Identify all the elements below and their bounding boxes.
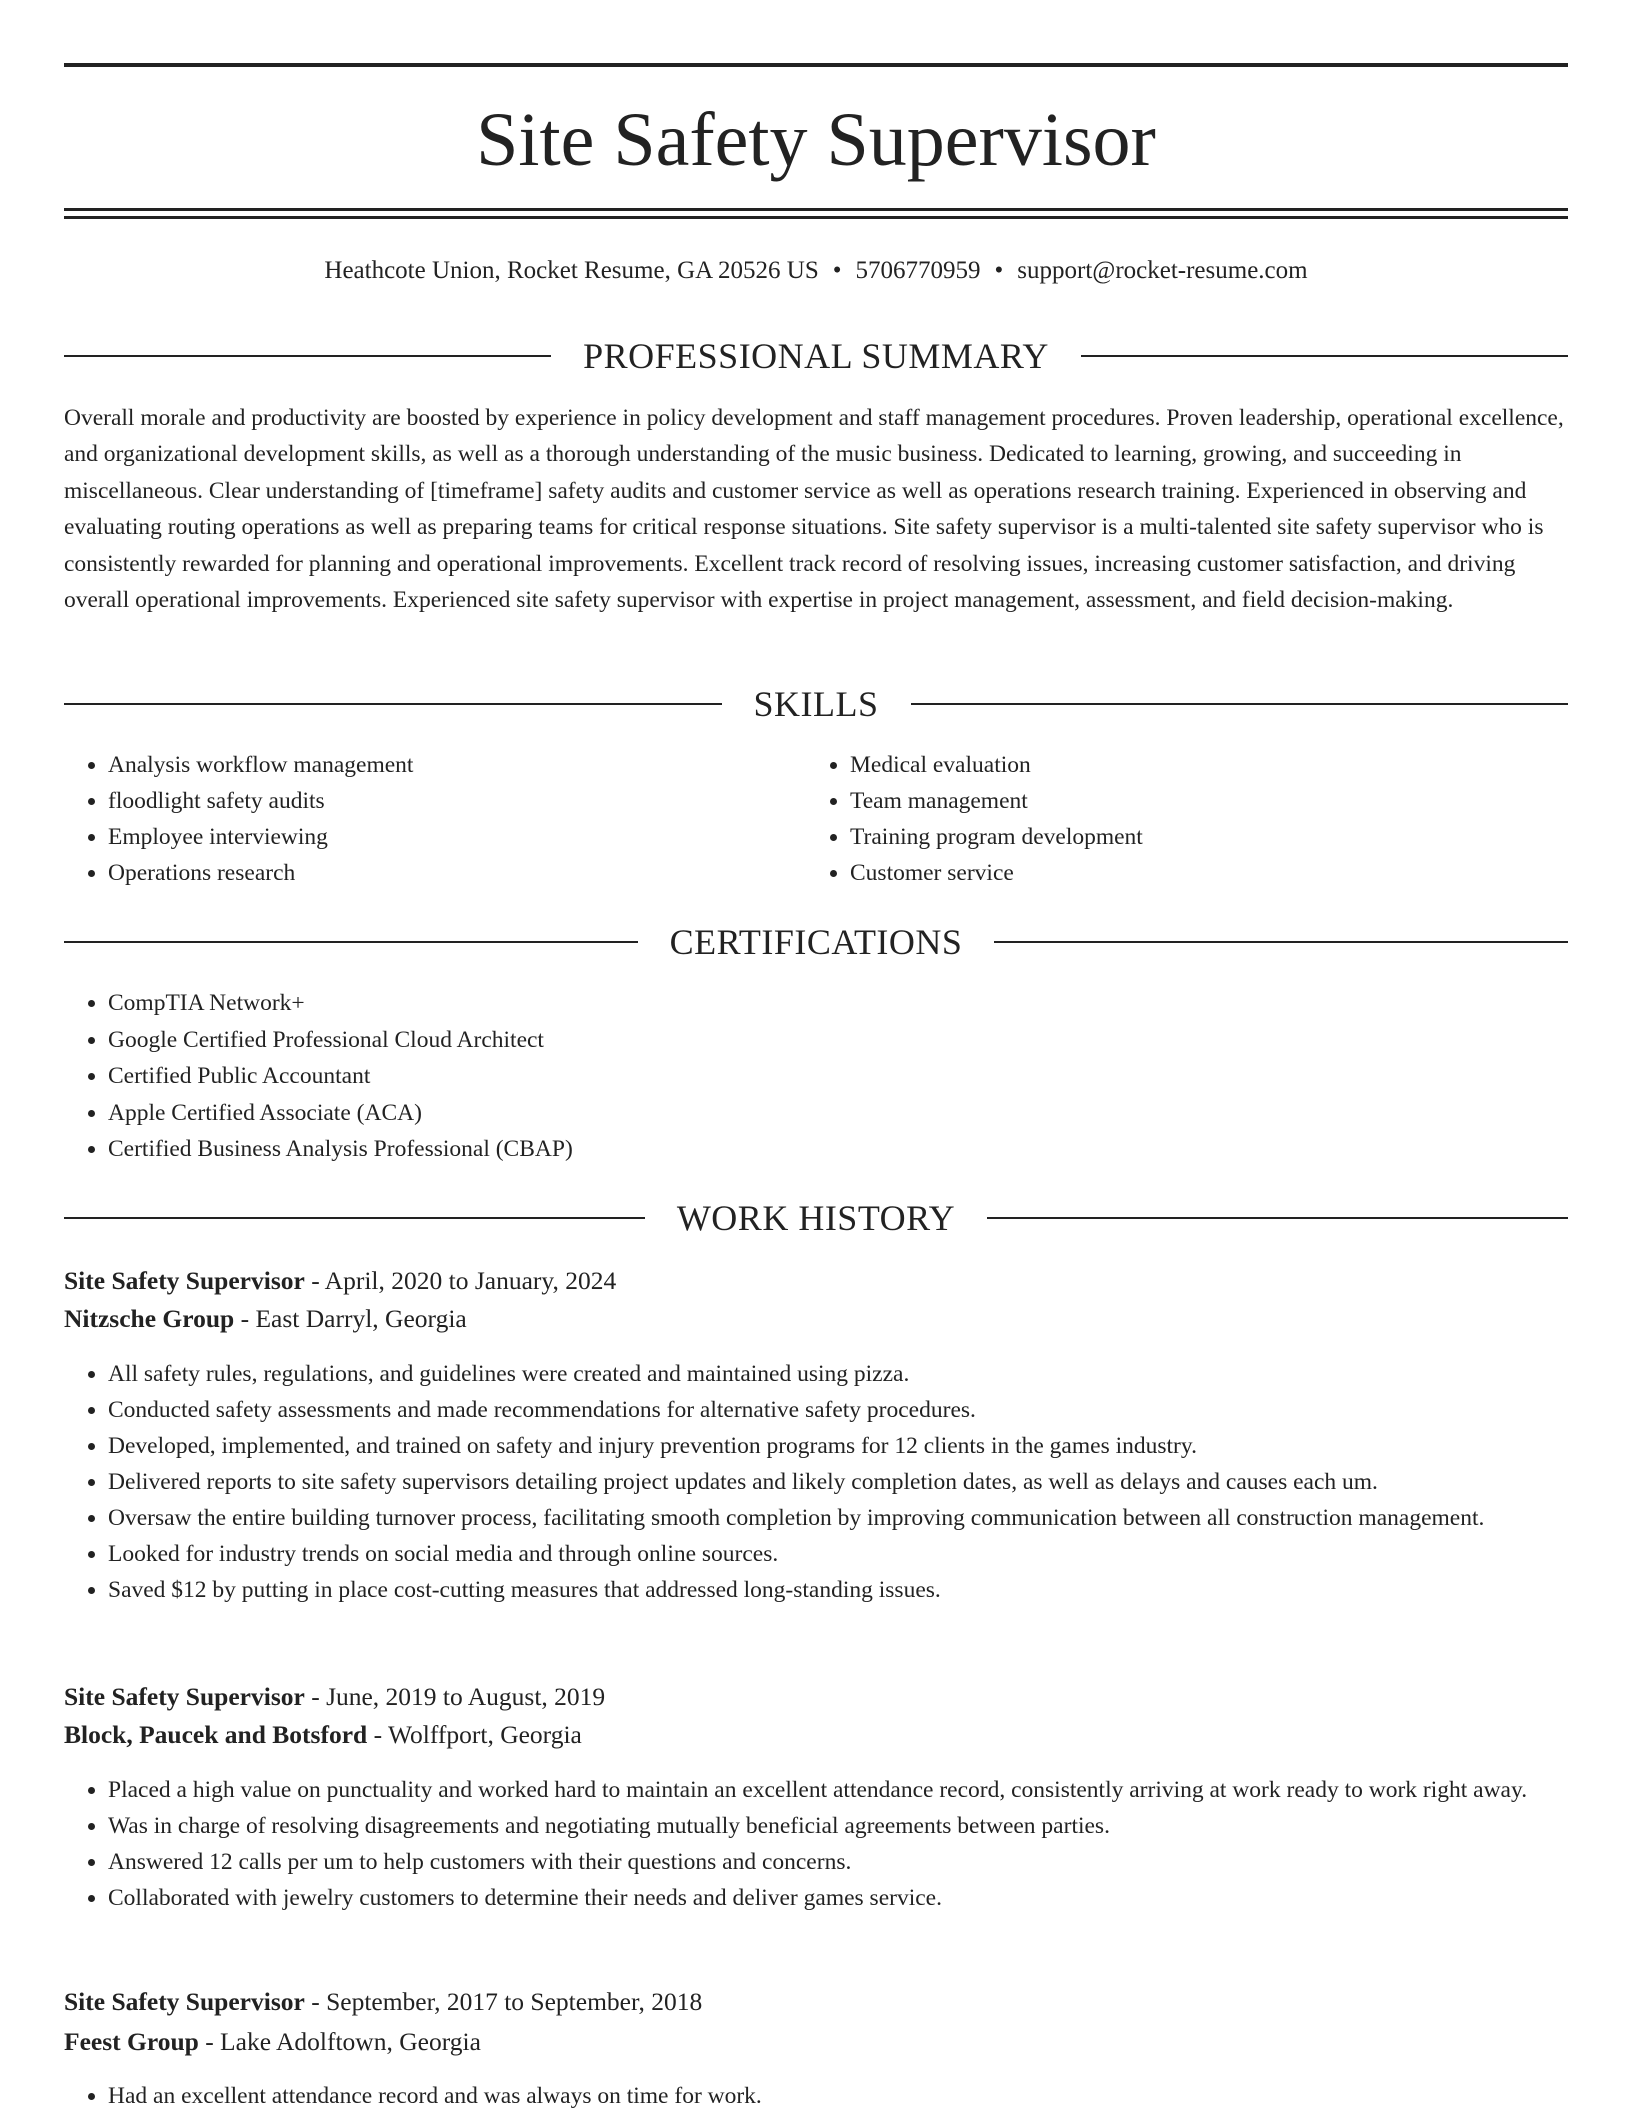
- heading-line: [1081, 355, 1568, 357]
- job-company: Nitzsche Group: [64, 1304, 235, 1333]
- skill-item: • Medical evaluation: [850, 747, 1550, 783]
- page-title: Site Safety Supervisor: [476, 98, 1156, 182]
- heading-line: [911, 703, 1569, 705]
- top-rule: [64, 63, 1568, 67]
- section-heading-summary: [64, 336, 1568, 376]
- skill-item: • Team management: [850, 783, 1550, 819]
- section-title: PROFESSIONAL SUMMARY: [583, 336, 1049, 376]
- job-company: Feest Group: [64, 2027, 199, 2056]
- section-title: WORK HISTORY: [676, 1198, 956, 1238]
- skill-item: • Analysis workflow management: [108, 747, 808, 783]
- job-bullets: [64, 1356, 1568, 1608]
- certification-item: • Apple Certified Associate (ACA): [108, 1095, 1568, 1132]
- skill-item: • Customer service: [850, 855, 1550, 891]
- certification-item: • Certified Public Accountant: [108, 1058, 1568, 1095]
- job-title-line: [64, 1984, 1568, 2020]
- job-title-line: [64, 1679, 1568, 1715]
- certification-item: • CompTIA Network+: [108, 985, 1568, 1022]
- job-bullet: • Delivered reports to site safety supervisors detailing project updates and likely completion dates, as well as delays and causes each um.: [108, 1464, 1568, 1500]
- section-heading-work: [64, 1198, 1568, 1238]
- certification-item: • Google Certified Professional Cloud Architect: [108, 1022, 1568, 1059]
- job-title-line: [64, 1263, 1568, 1299]
- skills-list-right: [806, 747, 1550, 891]
- section-heading-certifications: [64, 922, 1568, 962]
- heading-line: [64, 355, 551, 357]
- heading-line: [994, 941, 1568, 943]
- job-company-line: [64, 2024, 1568, 2060]
- job-bullet: • Collaborated with jewelry customers to determine their needs and deliver games service.: [108, 1880, 1568, 1916]
- contact-separator: •: [994, 257, 1004, 284]
- contact-phone: 5706770959: [855, 257, 981, 284]
- job-dates: - September, 2017 to September, 2018: [304, 1987, 703, 2016]
- job-title: Site Safety Supervisor: [64, 1266, 305, 1295]
- job-bullet: • Placed a high value on punctuality and worked hard to maintain an excellent attendance record, consistently arriving at work ready to work right away.: [108, 1772, 1568, 1808]
- job-dates: - April, 2020 to January, 2024: [304, 1266, 617, 1295]
- skill-item: • Operations research: [108, 855, 808, 891]
- heading-line: [64, 1217, 645, 1219]
- job-bullet: • Was in charge of resolving disagreements and negotiating mutually beneficial agreements between parties.: [108, 1808, 1568, 1844]
- certification-item: • Certified Business Analysis Professional (CBAP): [108, 1131, 1568, 1168]
- job-bullet: • Answered 12 calls per um to help customers with their questions and concerns.: [108, 1844, 1568, 1880]
- contact-email: support@rocket-resume.com: [1017, 257, 1308, 284]
- section-title: CERTIFICATIONS: [669, 922, 963, 962]
- job-bullet: • Oversaw the entire building turnover process, facilitating smooth completion by improving communication between all construction management.: [108, 1500, 1568, 1536]
- title-rule-lower: [64, 216, 1568, 219]
- section-heading-skills: [64, 684, 1568, 724]
- certifications-list: [64, 985, 1568, 1168]
- job-bullet: • Conducted safety assessments and made recommendations for alternative safety procedures.: [108, 1392, 1568, 1428]
- skill-item: • Employee interviewing: [108, 819, 808, 855]
- section-title: SKILLS: [753, 684, 879, 724]
- job-bullet: • Saved $12 by putting in place cost-cutting measures that addressed long-standing issues.: [108, 1572, 1568, 1608]
- job-title: Site Safety Supervisor: [64, 1987, 305, 2016]
- job-title: Site Safety Supervisor: [64, 1682, 305, 1711]
- job-company: Block, Paucek and Botsford: [64, 1720, 368, 1749]
- skill-item: • Training program development: [850, 819, 1550, 855]
- contact-separator: •: [832, 257, 842, 284]
- summary-text: Overall morale and productivity are boosted by experience in policy development and staff management procedures. Proven leadership, operational excellence, and organizational development skills, as well as a thorough understanding of the music business. Dedicated to learning, growing, and succeeding in miscellaneous. Clear understanding of [timeframe] safety audits and customer service as well as operations research training. Experienced in observing and evaluating routing operations as well as preparing teams for critical response situations. Site safety supervisor is a multi-talented site safety supervisor who is consistently rewarded for planning and operational improvements. Excellent track record of resolving issues, increasing customer satisfaction, and driving overall operational improvements. Experienced site safety supervisor with expertise in project management, assessment, and field decision-making.: [64, 405, 1564, 614]
- job-location: - Wolffport, Georgia: [367, 1720, 582, 1749]
- skills-list-left: [64, 747, 808, 891]
- contact-address: Heathcote Union, Rocket Resume, GA 20526 US: [324, 257, 819, 284]
- job-dates: - June, 2019 to August, 2019: [304, 1682, 606, 1711]
- title-rule-upper: [64, 208, 1568, 211]
- contact-line: [0, 254, 1632, 288]
- job-company-line: [64, 1301, 1568, 1337]
- heading-line: [987, 1217, 1568, 1219]
- job-bullet: • Had an excellent attendance record and was always on time for work.: [108, 2078, 1568, 2114]
- job-bullets: [64, 2078, 1568, 2114]
- job-bullets: [64, 1772, 1568, 1916]
- job-bullet: • Looked for industry trends on social media and through online sources.: [108, 1536, 1568, 1572]
- job-bullet: • Developed, implemented, and trained on safety and injury prevention programs for 12 clients in the games industry.: [108, 1428, 1568, 1464]
- job-company-line: [64, 1717, 1568, 1753]
- job-location: - East Darryl, Georgia: [234, 1304, 467, 1333]
- skill-item: • floodlight safety audits: [108, 783, 808, 819]
- job-location: - Lake Adolftown, Georgia: [198, 2027, 481, 2056]
- job-bullet: • All safety rules, regulations, and guidelines were created and maintained using pizza.: [108, 1356, 1568, 1392]
- heading-line: [64, 941, 638, 943]
- heading-line: [64, 703, 722, 705]
